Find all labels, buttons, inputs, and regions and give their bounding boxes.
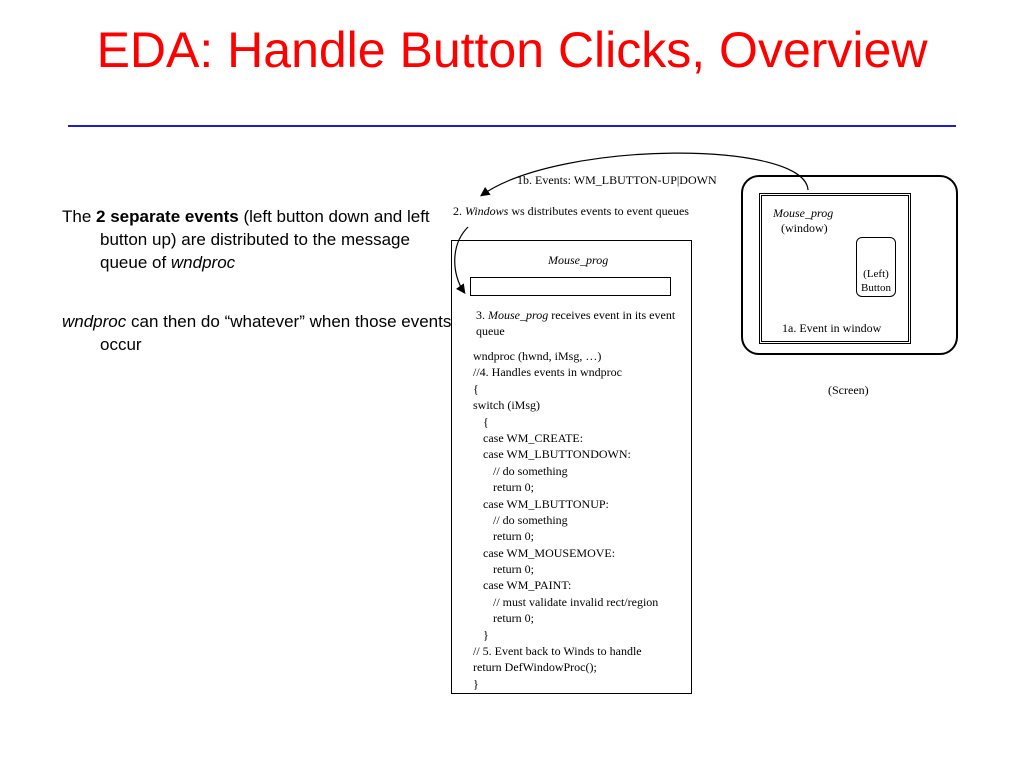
code-line: return DefWindowProc();	[473, 660, 597, 675]
code-line: // must validate invalid rect/region	[493, 594, 659, 609]
receive-italic: Mouse_prog	[488, 308, 549, 322]
code-line: {	[473, 381, 479, 396]
code-line: //4. Handles events in wndproc	[473, 365, 622, 380]
slide-title: EDA: Handle Button Clicks, Overview	[96, 22, 928, 78]
receive-prefix: 3.	[476, 308, 488, 322]
code-line: // do something	[493, 512, 568, 527]
code-line: return 0;	[493, 529, 534, 544]
button-label	[856, 267, 896, 295]
code-line: return 0;	[493, 611, 534, 626]
distribute-label	[453, 203, 689, 219]
bullet-2-italic: wndproc	[62, 312, 127, 331]
bullet-1-bold: 2 separate events	[96, 207, 239, 226]
bullet-1-prefix: The	[62, 207, 97, 226]
button-label-line: (Left)	[863, 268, 889, 280]
bullet-2-rest: can then do “whatever” when those events occur	[100, 312, 452, 354]
event-queue-bar	[470, 277, 671, 296]
code-line: // 5. Event back to Winds to handle	[473, 644, 642, 659]
distribute-rest: ws distributes events to event queues	[508, 204, 689, 218]
button-label-line: Button	[861, 282, 891, 294]
code-line: // do something	[493, 463, 568, 478]
receive-rest: receives event in its event queue	[476, 308, 676, 338]
events-label: 1b. Events: WM_LBUTTON-UP|DOWN	[517, 173, 717, 187]
bullet-1-italic: wndproc	[170, 253, 236, 272]
distribute-prefix: 2.	[453, 204, 465, 218]
window-title: Mouse_prog	[773, 206, 834, 220]
code-line: case WM_MOUSEMOVE:	[483, 545, 616, 560]
event-in-window-label: 1a. Event in window	[782, 321, 882, 335]
receive-label	[476, 307, 676, 339]
code-line: }	[483, 627, 489, 642]
code-line: return 0;	[493, 480, 534, 495]
code-line: case WM_LBUTTONUP:	[483, 496, 609, 511]
code-line: case WM_CREATE:	[483, 430, 584, 445]
code-line: {	[483, 414, 489, 429]
process-title: Mouse_prog	[548, 253, 609, 267]
code-line: return 0;	[493, 562, 534, 577]
window-subtitle: (window)	[781, 221, 828, 235]
wndproc-code-block	[473, 348, 658, 692]
screen-caption: (Screen)	[828, 383, 869, 397]
code-line: wndproc (hwnd, iMsg, …)	[473, 349, 602, 363]
code-line: }	[473, 676, 479, 691]
code-line: case WM_LBUTTONDOWN:	[483, 447, 631, 462]
bullet-1-middle: (left button down and left button up) are distributed to the message queue of	[100, 207, 430, 272]
code-line: case WM_PAINT:	[483, 578, 572, 593]
distribute-italic: Windows	[465, 204, 509, 218]
code-line: switch (iMsg)	[473, 398, 540, 413]
